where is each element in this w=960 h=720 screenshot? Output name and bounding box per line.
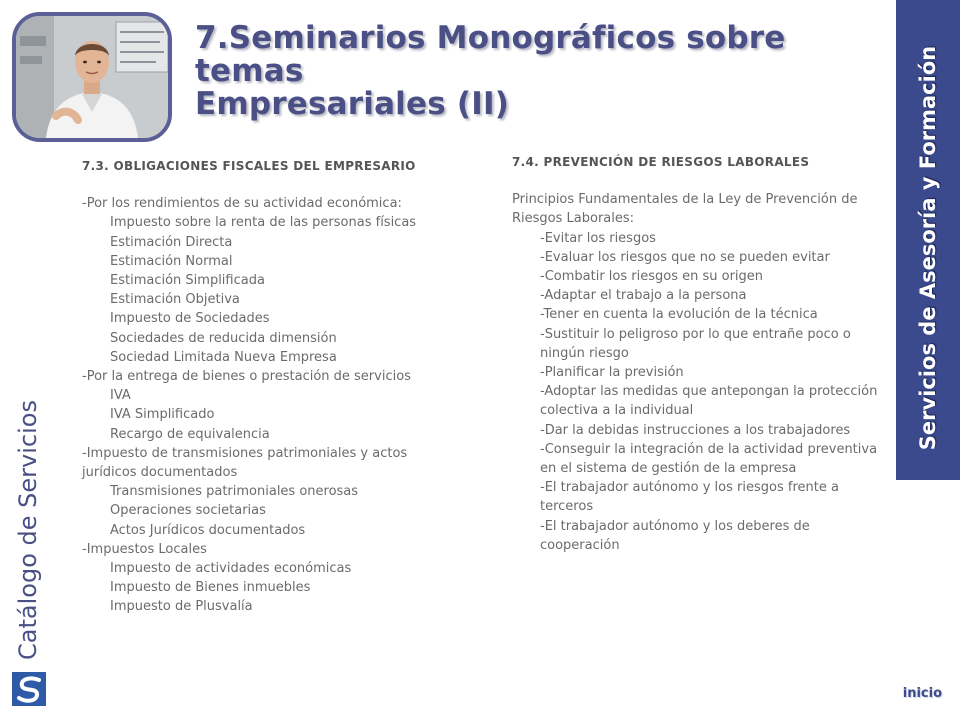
list-item: -Combatir los riesgos en su origen (540, 269, 764, 285)
list-item: Impuesto de actividades económicas (110, 561, 352, 577)
list-item: IVA (110, 388, 131, 404)
list-item: Estimación Objetiva (110, 292, 240, 308)
list-item: -Tener en cuenta la evolución de la técnica (540, 307, 818, 323)
list-item: Recargo de equivalencia (110, 426, 270, 442)
company-logo-icon (12, 672, 46, 706)
left-column (82, 157, 462, 617)
list-item: Estimación Directa (110, 234, 233, 250)
catalog-label: Catálogo de Servicios (14, 400, 42, 660)
list-item: -Evaluar los riesgos que no se pueden evitar (540, 249, 830, 265)
list-item: -Impuesto de transmisiones patrimoniales y actos jurídicos documentados (82, 445, 408, 481)
list-item: IVA Simplificado (110, 407, 215, 423)
list-item: -Planificar la previsión (540, 365, 684, 381)
list-item: -Impuestos Locales (82, 541, 207, 557)
spacer (512, 172, 882, 190)
right-column (512, 153, 882, 555)
list-item: -Por los rendimientos de su actividad económica: (82, 196, 402, 212)
list-item: -Por la entrega de bienes o prestación de servicios (82, 369, 411, 385)
right-column-heading: 7.4. PREVENCIÓN DE RIESGOS LABORALES (512, 155, 810, 169)
list-item: -El trabajador autónomo y los riesgos frente a terceros (540, 480, 839, 515)
list-item: Sociedades de reducida dimensión (110, 330, 337, 346)
list-item: -Sustituir lo peligroso por lo que entrañe poco o ningún riesgo (540, 326, 851, 361)
list-item: Estimación Simplificada (110, 273, 265, 289)
page-title-line-2: Empresariales (II) (195, 86, 510, 122)
spacer (82, 176, 462, 194)
side-band (896, 0, 960, 480)
list-item: Transmisiones patrimoniales onerosas (110, 484, 359, 500)
list-item: -Adaptar el trabajo a la persona (540, 288, 747, 304)
list-item: -Conseguir la integración de la actividad preventiva en el sistema de gestión de la empresa (540, 441, 878, 477)
presenter-photo-icon (12, 12, 172, 142)
list-item: Impuesto de Sociedades (110, 311, 270, 327)
page-title (195, 22, 835, 121)
list-item: Estimación Normal (110, 253, 233, 269)
list-item: -Evitar los riesgos (540, 230, 656, 246)
list-item: Operaciones societarias (110, 503, 266, 519)
list-item: Impuesto de Bienes inmuebles (110, 580, 311, 596)
left-column-heading: 7.3. OBLIGACIONES FISCALES DEL EMPRESARIO (82, 159, 416, 173)
page-title-line-1: 7.Seminarios Monográficos sobre temas (195, 20, 786, 89)
list-item: Actos Jurídicos documentados (110, 522, 306, 538)
list-item: -Adoptar las medidas que antepongan la protección colectiva a la individual (540, 384, 878, 419)
list-item: -Dar la debidas instrucciones a los trabajadores (540, 422, 851, 438)
side-band-label: Servicios de Asesoría y Formación (916, 45, 940, 451)
list-item: Sociedad Limitada Nueva Empresa (110, 349, 337, 365)
list-item: -El trabajador autónomo y los deberes de cooperación (540, 518, 810, 553)
list-item: Impuesto de Plusvalía (110, 599, 253, 615)
inicio-link[interactable]: inicio (902, 686, 942, 701)
list-item: Impuesto sobre la renta de las personas físicas (110, 215, 417, 231)
list-item: Principios Fundamentales de la Ley de Prevención de Riesgos Laborales: (512, 192, 858, 227)
